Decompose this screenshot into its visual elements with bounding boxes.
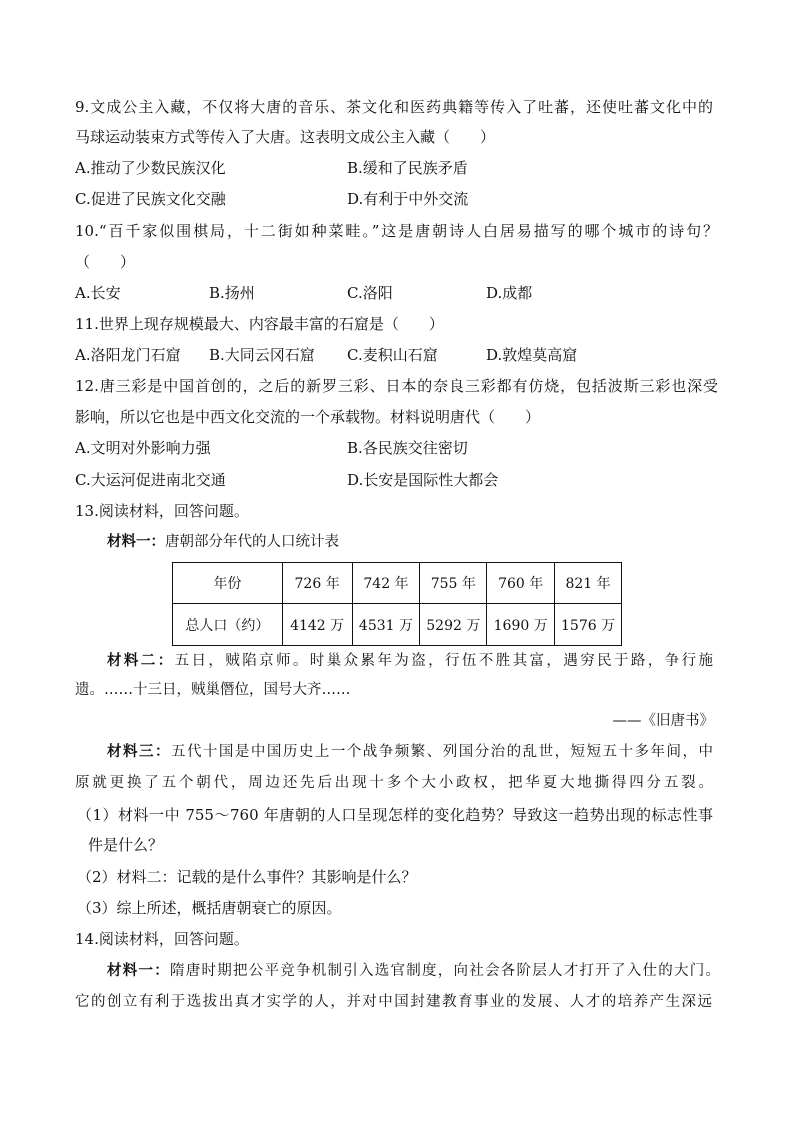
q11-option-b: B.大同云冈石窟	[209, 346, 315, 364]
table-cell: 1576 万	[555, 604, 622, 646]
q10-option-a: A.长安	[75, 284, 121, 302]
table-cell: 742 年	[352, 563, 420, 604]
q12-option-c: C.大运河促进南北交通	[75, 471, 226, 489]
table-cell: 4531 万	[352, 604, 420, 646]
table-header-row	[173, 563, 622, 604]
population-table	[172, 562, 622, 646]
table-cell: 4142 万	[282, 604, 352, 646]
q14-material1-text-1: 隋唐时期把公平竞争机制引入选官制度，向社会各阶层人才打开了入仕的大门。	[170, 963, 720, 979]
q9-option-b: B.缓和了民族矛盾	[347, 159, 468, 177]
q14-material1-line-1	[107, 960, 720, 982]
q10-option-b: B.扬州	[209, 284, 255, 302]
q9-option-d: D.有利于中外交流	[347, 190, 469, 208]
q12-option-d: D.长安是国际性大都会	[347, 471, 499, 489]
q9-stem-line-1: 9.文成公主入藏，不仅将大唐的音乐、茶文化和医药典籍等传入了吐蕃，还使吐蕃文化中的	[75, 98, 713, 116]
table-cell: 821 年	[555, 563, 622, 604]
q13-subquestion-2: （2）材料二：记载的是什么事件？其影响是什么？	[77, 868, 417, 886]
table-cell: 755 年	[420, 563, 487, 604]
q11-option-a: A.洛阳龙门石窟	[75, 346, 181, 364]
q12-option-b: B.各民族交往密切	[347, 439, 468, 457]
q13-material3-line-1	[107, 741, 713, 763]
q13-material2-line-2: 遗。……十三日，贼巢僭位，国号大齐……	[75, 682, 351, 698]
table-cell: 726 年	[282, 563, 352, 604]
q9-option-c: C.促进了民族文化交融	[75, 190, 226, 208]
table-cell: 1690 万	[487, 604, 555, 646]
q14-material1-label: 材料一：	[107, 962, 170, 979]
q13-material2-text-1: 五日，贼陷京师。时巢众累年为盗，行伍不胜其富，遇穷民于路，争行施	[174, 653, 713, 669]
q13-subquestion-1-cont: 件是什么？	[88, 836, 164, 854]
q13-material3-label: 材料三：	[107, 743, 171, 760]
q14-stem: 14.阅读材料，回答问题。	[75, 930, 249, 948]
q11-option-d: D.敦煌莫高窟	[486, 346, 578, 364]
q9-stem-line-2: 马球运动装束方式等传入了大唐。这表明文成公主入藏（ ）	[75, 128, 496, 146]
q10-stem-line-1: 10.“百千家似围棋局，十二街如种菜畦。”这是唐朝诗人白居易描写的哪个城市的诗句？	[75, 222, 718, 240]
table-row	[173, 604, 622, 646]
q13-material2-label: 材料二：	[107, 652, 175, 669]
q10-option-d: D.成都	[486, 284, 533, 302]
q11-stem: 11.世界上现存规模最大、内容最丰富的石窟是（ ）	[75, 315, 444, 333]
q13-material3-text-1: 五代十国是中国历史上一个战争频繁、列国分治的乱世，短短五十多年间，中	[170, 744, 713, 760]
q12-stem-line-2: 影响，所以它也是中西文化交流的一个承载物。材料说明唐代（ ）	[75, 408, 541, 426]
q13-material1-label: 材料一：	[107, 533, 165, 550]
q11-option-c: C.麦积山石窟	[347, 346, 438, 364]
q13-material1-heading	[107, 531, 339, 553]
table-cell: 总人口（约）	[173, 604, 283, 646]
q13-material2-source: ——《旧唐书》	[612, 713, 714, 729]
q12-option-a: A.文明对外影响力强	[75, 439, 211, 457]
q13-material2-line-1	[107, 650, 713, 672]
table-cell: 年份	[173, 563, 283, 604]
q10-option-c: C.洛阳	[347, 284, 393, 302]
q13-material3-line-2: 原就更换了五个朝代，周边还先后出现十多个大小政权，把华夏大地撕得四分五裂。	[75, 775, 713, 791]
q14-material1-line-2: 它的创立有利于选拔出真才实学的人，并对中国封建教育事业的发展、人才的培养产生深远	[75, 994, 712, 1010]
q12-stem-line-1: 12.唐三彩是中国首创的，之后的新罗三彩、日本的奈良三彩都有仿烧，包括波斯三彩也深受	[75, 377, 718, 395]
q13-stem: 13.阅读材料，回答问题。	[75, 502, 249, 520]
table-cell: 5292 万	[420, 604, 487, 646]
q9-option-a: A.推动了少数民族汉化	[75, 159, 226, 177]
q10-stem-line-2: （ ）	[75, 253, 136, 271]
q13-material1-title: 唐朝部分年代的人口统计表	[165, 534, 339, 550]
q13-subquestion-1: （1）材料一中 755～760 年唐朝的人口呈现怎样的变化趋势？导致这一趋势出现的标志性事	[77, 806, 713, 824]
q13-subquestion-3: （3）综上所述，概括唐朝衰亡的原因。	[77, 899, 342, 917]
table-cell: 760 年	[487, 563, 555, 604]
